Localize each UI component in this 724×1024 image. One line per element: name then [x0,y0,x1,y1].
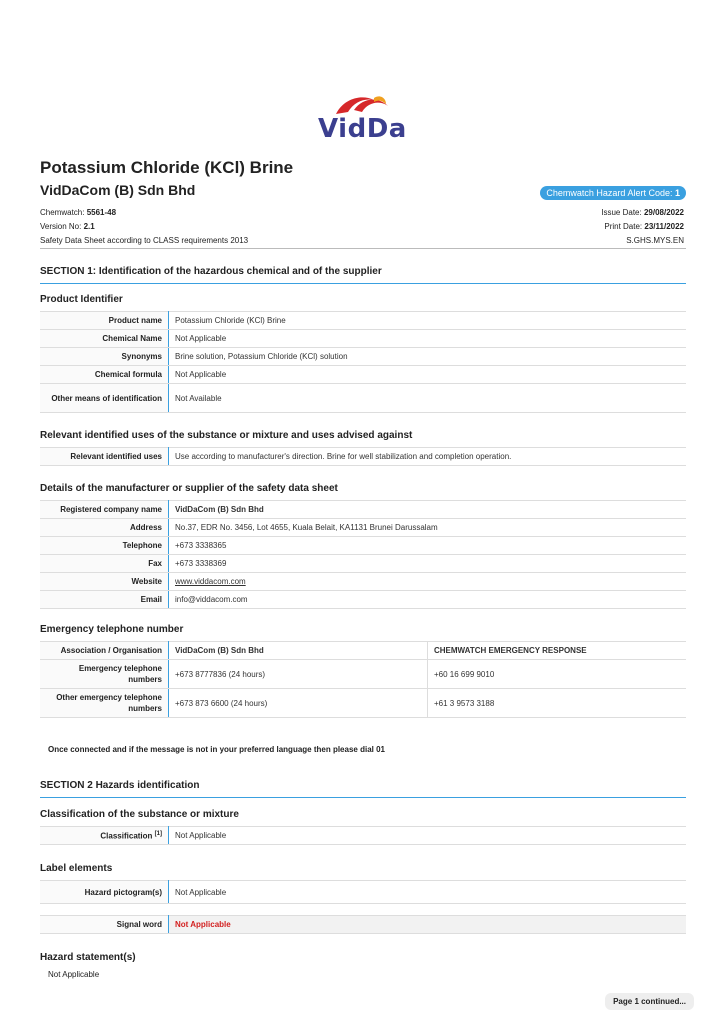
sds-line: Safety Data Sheet according to CLASS requirements 2013 [40,236,249,245]
row-key: Telephone [40,537,169,555]
table-row [40,366,686,384]
row-key: Association / Organisation [40,642,169,660]
table-row [40,330,686,348]
signal-word-value: Not Applicable [169,916,687,934]
emergency-table [40,641,686,718]
signal-word-table [40,915,686,934]
table-row [40,881,686,904]
table-row [40,519,686,537]
table-row [40,660,686,689]
row-value: Not Applicable [169,366,687,384]
product-title: Potassium Chloride (KCl) Brine [40,158,294,177]
row-value: Not Applicable [169,827,687,845]
section-2-title: SECTION 2 Hazards identification [40,780,200,791]
table-row [40,348,686,366]
column-header: CHEMWATCH EMERGENCY RESPONSE [428,642,687,660]
classification-title: Classification of the substance or mixture [40,809,239,820]
issue-date-value: 29/08/2022 [643,208,684,217]
classification-label: Classification [100,831,153,841]
row-value: No.37, EDR No. 3456, Lot 4655, Kuala Belait, KA1131 Brunei Darussalam [169,519,687,537]
section-divider [40,797,686,798]
product-identifier-table [40,311,686,413]
row-key: Other emergency telephone numbers [40,689,169,718]
hazard-statements-value: Not Applicable [48,970,100,979]
label-elements-title: Label elements [40,863,113,874]
row-value: VidDaCom (B) Sdn Bhd [169,501,687,519]
table-row [40,573,686,591]
row-key: Product name [40,312,169,330]
hazard-alert-badge [540,186,686,200]
row-key: Website [40,573,169,591]
table-row [40,448,686,466]
row-value: Use according to manufacturer's direction. Brine for well stabilization and completion operation. [169,448,687,466]
row-key: Hazard pictogram(s) [40,881,169,904]
footnote-ref: [1] [154,830,162,837]
row-key: Other means of identification [40,384,169,413]
chemwatch-label: Chemwatch: [40,208,85,217]
chemwatch-value: 5561-48 [86,208,117,217]
row-value: Brine solution, Potassium Chloride (KCl) solution [169,348,687,366]
emergency-title: Emergency telephone number [40,624,184,635]
row-key: Registered company name [40,501,169,519]
row-key: Emergency telephone numbers [40,660,169,689]
classification-table [40,826,686,845]
row-value: +61 3 9573 3188 [428,689,687,718]
row-value: +673 3338365 [169,537,687,555]
website-link[interactable]: www.viddacom.com [175,577,246,586]
row-value: +673 8777836 (24 hours) [169,660,428,689]
row-key [40,827,169,845]
row-value: +673 873 6600 (24 hours) [169,689,428,718]
print-date-value: 23/11/2022 [644,222,684,231]
manufacturer-table [40,500,686,609]
company-name: VidDaCom (B) Sdn Bhd [40,182,196,198]
page-continued-label: Page 1 continued... [605,993,694,1010]
company-logo [318,92,408,147]
uses-title: Relevant identified uses of the substance or mixture and uses advised against [40,430,413,441]
uses-table [40,447,686,466]
row-value: Not Applicable [169,881,687,904]
divider [40,248,686,249]
issue-date-label: Issue Date: [601,208,642,217]
row-key: Fax [40,555,169,573]
table-row [40,555,686,573]
row-key: Chemical formula [40,366,169,384]
table-row [40,591,686,609]
row-key: Address [40,519,169,537]
manufacturer-title: Details of the manufacturer or supplier of the safety data sheet [40,483,338,494]
table-row [40,537,686,555]
product-identifier-title: Product Identifier [40,294,123,305]
document-meta-right [601,206,684,248]
email-value: info@viddacom.com [169,591,687,609]
column-header: VidDaCom (B) Sdn Bhd [169,642,428,660]
table-row [40,501,686,519]
logo-text: VidDa [318,114,407,144]
row-key: Synonyms [40,348,169,366]
table-row [40,384,686,413]
table-row [40,312,686,330]
document-meta-left [40,206,248,248]
alert-badge-value: 1 [674,188,680,198]
table-row [40,916,686,934]
alert-badge-label: Chemwatch Hazard Alert Code: [546,188,673,198]
row-value: +60 16 699 9010 [428,660,687,689]
emergency-note: Once connected and if the message is not in your preferred language then please dial 01 [48,745,385,754]
version-value: 2.1 [83,222,95,231]
row-value: Potassium Chloride (KCl) Brine [169,312,687,330]
section-1-title: SECTION 1: Identification of the hazardous chemical and of the supplier [40,266,382,277]
document-code: S.GHS.MYS.EN [626,236,684,245]
table-row [40,827,686,845]
table-row [40,642,686,660]
row-value: Not Available [169,384,687,413]
row-key: Signal word [40,916,169,934]
section-divider [40,283,686,284]
row-key: Chemical Name [40,330,169,348]
version-label: Version No: [40,222,82,231]
row-value: +673 3338369 [169,555,687,573]
pictogram-table [40,880,686,904]
table-row [40,689,686,718]
row-key: Relevant identified uses [40,448,169,466]
print-date-label: Print Date: [604,222,643,231]
row-value: Not Applicable [169,330,687,348]
hazard-statements-title: Hazard statement(s) [40,952,136,963]
row-key: Email [40,591,169,609]
